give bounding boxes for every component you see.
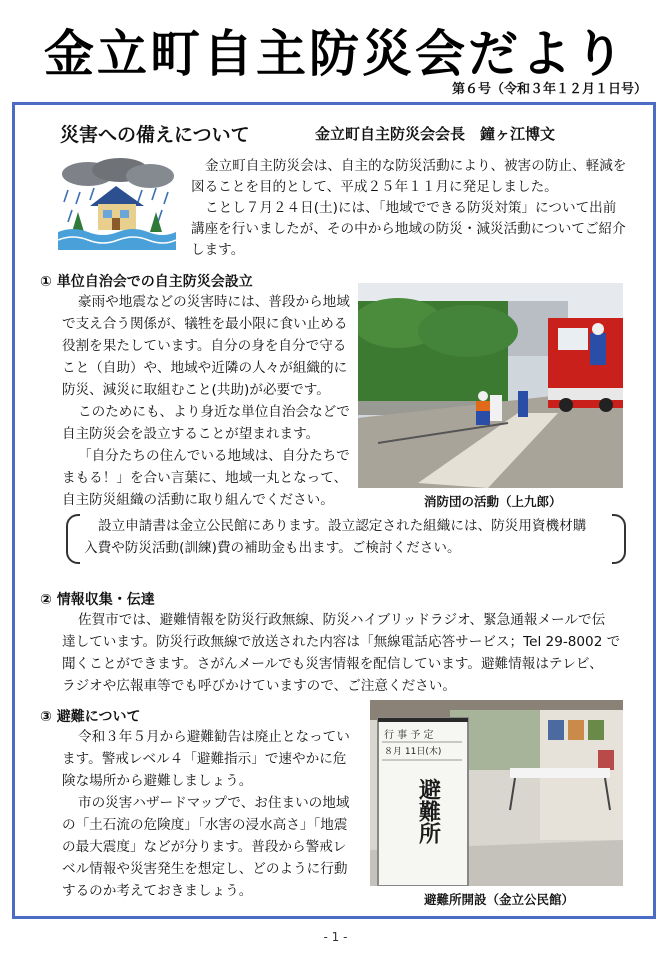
intro-line-3: ことし７月２４日(土)には、「地域でできる防災対策」について出前 [205, 200, 617, 216]
section1-line: 防災、減災に取組むこと(共助)が必要です。 [62, 382, 330, 398]
article-heading: 災害への備えについて [60, 124, 250, 146]
note-right-bracket [612, 514, 626, 564]
section3-line: ベル情報や災害発生を想定し、どのように行動 [62, 861, 348, 877]
note-line-1: 設立申請書は金立公民館にあります。設立認定された組織には、防災用資機材購 [98, 518, 587, 534]
article-author: 金立町自主防災会会長 鐘ヶ江博文 [315, 125, 556, 143]
section2-line: 聞くことができます。さがんメールでも災害情報を配信しています。避難情報はテレビ、 [62, 656, 603, 672]
section3-line: の最大震度」などが分ります。普段から警戒レ [62, 839, 347, 855]
section1-line: こと（自助）や、地域や近隣の人々が組織的に [62, 360, 348, 376]
board-date: ８月 11日(木) [384, 747, 442, 757]
section3-heading: ③ 避難について [40, 709, 141, 725]
rain-house-illustration [58, 158, 176, 250]
section3-line: 令和３年５月から避難勧告は廃止となってい [78, 729, 350, 745]
fire-brigade-photo [358, 283, 623, 488]
section1-line: まもる！」を合い言葉に、地域一丸となって、 [62, 470, 348, 486]
evacuation-shelter-photo [370, 700, 623, 886]
board-sign: 避難所 [415, 778, 441, 844]
subsidy-note [66, 512, 626, 564]
issue-number: 第６号（令和３年１２月１日号） [451, 82, 647, 97]
section3-line: ます。警戒レベル４「避難指示」で速やかに危 [62, 751, 347, 767]
section1-line: このためにも、より身近な単位自治会などで [78, 404, 350, 420]
board-title: 行 事 予 定 [384, 730, 434, 741]
section1-heading: ① 単位自治会での自主防災会設立 [40, 274, 253, 290]
note-line-2: 入費や防災活動(訓練)費の補助金も出ます。ご検討ください。 [84, 539, 461, 556]
note-left-bracket [66, 514, 80, 564]
shelter-caption: 避難所開設（金立公民館） [424, 892, 575, 907]
page-number: - 1 - [323, 930, 348, 944]
section3-line: 市の災害ハザードマップで、お住まいの地域 [78, 795, 350, 811]
intro-line-1: 金立町自主防災会は、自主的な防災活動により、被害の防止、軽減を [205, 158, 627, 174]
section1-line: 自主防災会を設立することが望まれます。 [62, 426, 320, 442]
section1-line: 役割を果たしています。自分の身を自分で守る [62, 338, 347, 354]
section1-line: 自主防災組織の活動に取り組んでください。 [62, 492, 334, 508]
section2-line: 達しています。防災行政無線で放送された内容は「無線電話応答サービス；Tel 29-8002 で [62, 634, 621, 650]
intro-line-4: 講座を行いましたが、その中から地域の防災・減災活動についてご紹介 [191, 221, 626, 237]
section2-line: 佐賀市では、避難情報を防災行政無線、防災ハイブリッドラジオ、緊急通報メールで伝 [78, 612, 606, 628]
section1-line: 「自分たちの住んでいる地域は、自分たちで [78, 448, 350, 464]
fire-brigade-caption: 消防団の活動（上九郎） [424, 494, 562, 509]
section1-line: で支え合う関係が、犠牲を最小限に食い止める [62, 316, 348, 332]
section3-line: するのか考えておきましょう。 [62, 883, 253, 899]
section1-line: 豪雨や地震などの災害時には、普段から地域 [78, 294, 350, 310]
intro-line-2: 図ることを目的として、平成２５年１１月に発足しました。 [191, 179, 558, 195]
section2-line: ラジオや広報車等でも呼びかけていますので、ご注意ください。 [62, 678, 456, 694]
section3-line: 険な場所から避難しましょう。 [62, 773, 253, 789]
section2-heading: ② 情報収集・伝達 [40, 592, 155, 608]
section3-line: の「土石流の危険度」「水害の浸水高さ」「地震 [62, 817, 348, 833]
intro-line-5: します。 [191, 242, 245, 258]
newsletter-title: 金立町自主防災会だより [44, 25, 627, 83]
